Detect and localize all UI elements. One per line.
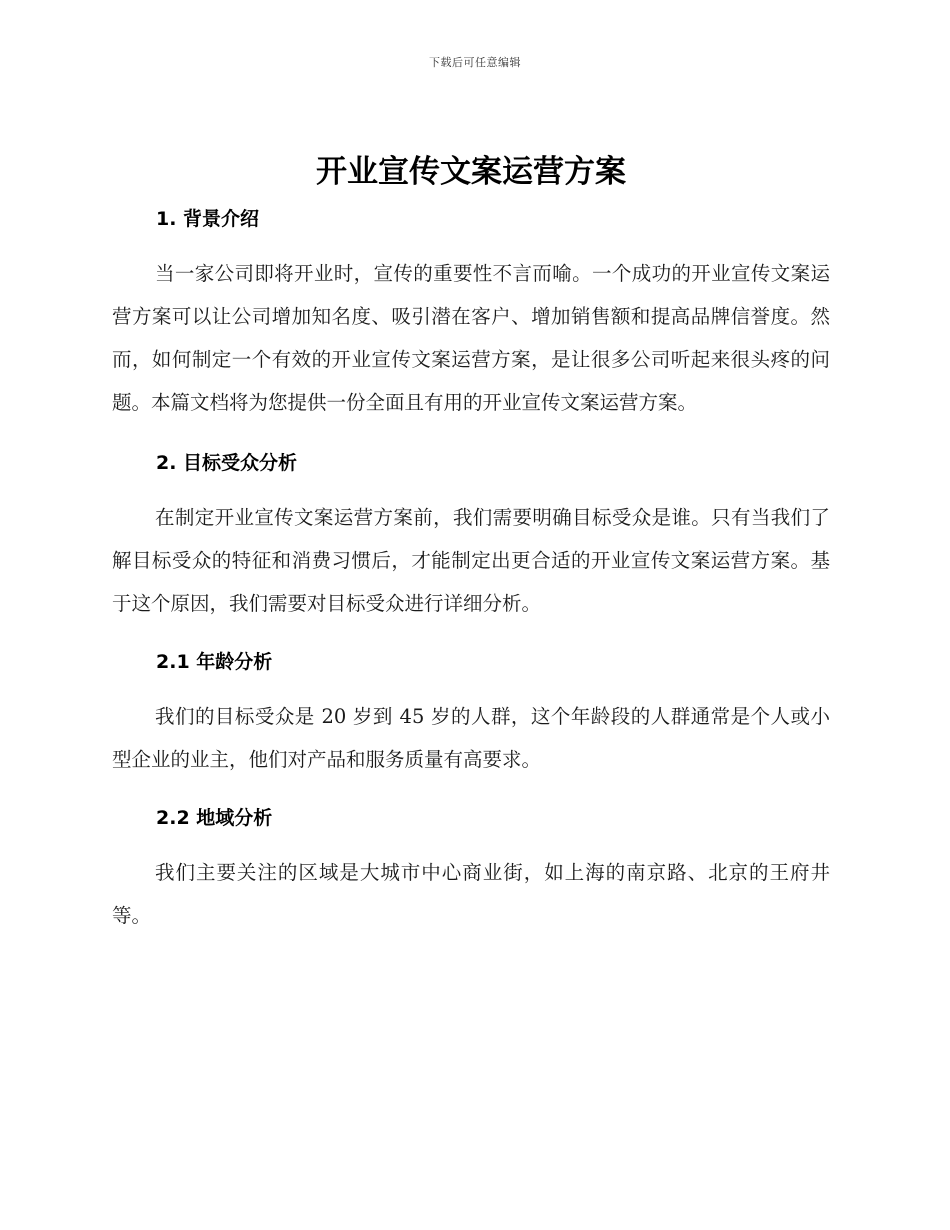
section-heading-age: 2.1 年龄分析 <box>156 651 273 673</box>
paragraph-region: 我们主要关注的区域是大城市中心商业街，如上海的南京路、北京的王府井等。 <box>112 861 830 927</box>
section-heading-audience: 2. 目标受众分析 <box>156 452 298 474</box>
paragraph-audience: 在制定开业宣传文案运营方案前，我们需要明确目标受众是谁。只有当我们了解目标受众的特征和消费习惯后，才能制定出更合适的开业宣传文案运营方案。基于这个原因，我们需要对目标受众进行详细分析。 <box>112 506 830 615</box>
paragraph-age: 我们的目标受众是 20 岁到 45 岁的人群，这个年龄段的人群通常是个人或小型企业的业主，他们对产品和服务质量有高要求。 <box>112 705 830 771</box>
document-body <box>112 150 830 937</box>
section-heading-background: 1. 背景介绍 <box>156 208 260 230</box>
paragraph-background: 当一家公司即将开业时，宣传的重要性不言而喻。一个成功的开业宣传文案运营方案可以让公司增加知名度、吸引潜在客户、增加销售额和提高品牌信誉度。然而，如何制定一个有效的开业宣传文案运营方案，是让很多公司听起来很头疼的问题。本篇文档将为您提供一份全面且有用的开业宣传文案运营方案。 <box>112 262 830 414</box>
section-heading-region: 2.2 地域分析 <box>156 807 273 829</box>
document-title: 开业宣传文案运营方案 <box>316 154 626 190</box>
header-note: 下载后可任意编辑 <box>429 56 521 69</box>
